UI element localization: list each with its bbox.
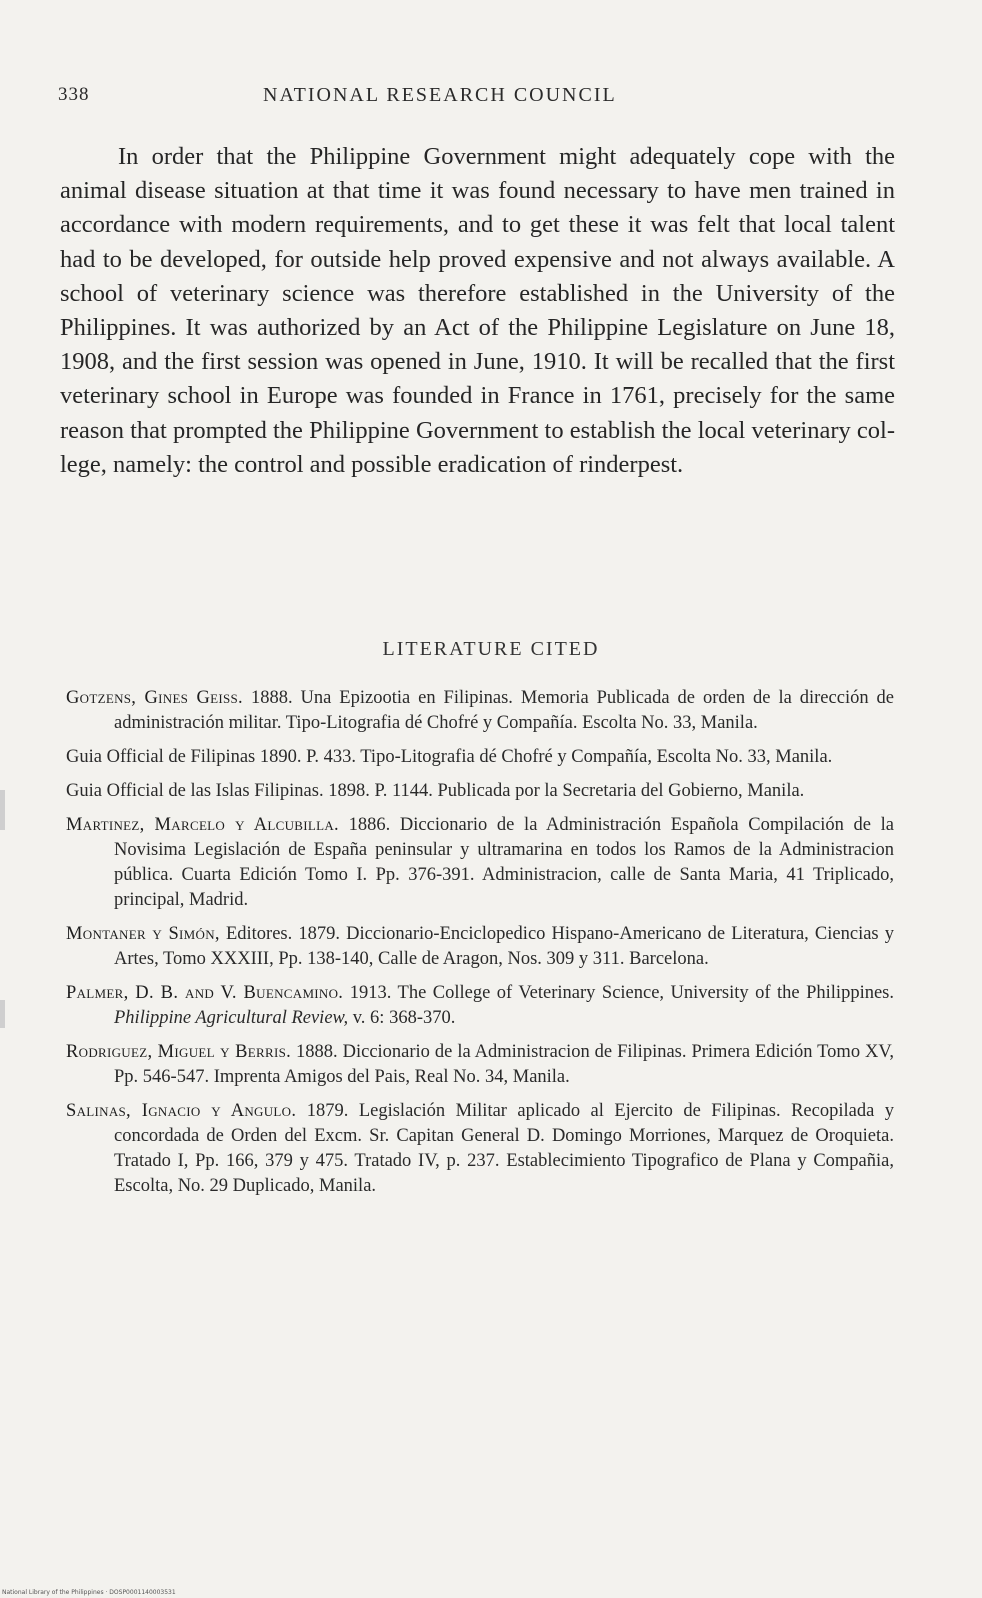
reference-item xyxy=(66,745,894,770)
reference-item xyxy=(66,1099,894,1199)
reference-author: Gotzens, Gines Geiss. xyxy=(66,688,243,708)
reference-text: Guia Official de Filipinas 1890. P. 433. Tipo-Litografia dé Chofré y Compañía, Escolta No. 33, Manila. xyxy=(66,747,833,767)
reference-text: 1888. Diccionario de la Administracion de Filipinas. Primera Edición Tomo XV, Pp. 546-547. Imprenta Amigos del Pais, Real No. 34, Manila. xyxy=(114,1042,894,1087)
reference-author: Martinez, Marcelo y Alcubilla. xyxy=(66,815,339,835)
reference-text: 1879. Legislación Militar aplicado al Ejercito de Filipinas. Recopilada y concordada de Orden del Excm. Sr. Capitan General D. Domingo Morriones, Marquez de Oroquieta. Tratado I, Pp. 166, 379 y 475. Tratado IV, p. 237. Establecimiento Tipografico de Plana y Compañia, Escolta, No. 29 Duplicado, Manila. xyxy=(114,1101,894,1196)
reference-text: Editores. 1879. Diccionario-Enciclopedico Hispano-Americano de Literatura, Ciencias y Artes, Tomo XXXIII, Pp. 138-140, Calle de Aragon, Nos. 309 y 311. Barcelona. xyxy=(114,924,894,969)
reference-author: Palmer, D. B. and V. Buencamino. xyxy=(66,983,344,1003)
page-header xyxy=(58,84,898,114)
running-head: NATIONAL RESEARCH COUNCIL xyxy=(263,84,617,106)
reference-author: Salinas, Ignacio y Angulo. xyxy=(66,1101,297,1121)
scan-footer-watermark: National Library of the Philippines · DOSP0001140003531 xyxy=(2,1589,176,1596)
reference-item xyxy=(66,1040,894,1090)
scan-artifact xyxy=(0,790,5,830)
section-heading: LITERATURE CITED xyxy=(382,638,600,660)
reference-author: Montaner y Simón, xyxy=(66,924,220,944)
reference-item xyxy=(66,922,894,972)
reference-journal: Philippine Agricultural Review, xyxy=(114,1008,349,1028)
reference-item xyxy=(66,686,894,736)
reference-text: 1913. The College of Veterinary Science, University of the Philippines. xyxy=(349,983,894,1003)
reference-text: 1888. Una Epizootia en Filipinas. Memoria Publicada de orden de la dirección de administración militar. Tipo-Litografia dé Chofré y Compañía. Escolta No. 33, Manila. xyxy=(114,688,894,733)
reference-list xyxy=(66,686,894,1208)
reference-author: Rodriguez, Miguel y Berris. xyxy=(66,1042,292,1062)
reference-text: Guia Official de las Islas Filipinas. 1898. P. 1144. Publicada por la Secretaria del Gobierno, Manila. xyxy=(66,781,805,801)
reference-tail: v. 6: 368-370. xyxy=(352,1008,456,1028)
page-number: 338 xyxy=(58,84,90,105)
reference-text: 1886. Diccionario de la Administración Española Compilación de la Novisima Legislación de España peninsular y ultramarina en todos los Ramos de la Administracion pública. Cuarta Edición Tomo I. Pp. 376-391. Administracion, calle de Santa Maria, 41 Triplicado, principal, Madrid. xyxy=(114,815,895,910)
scan-artifact xyxy=(0,1000,5,1028)
body-paragraph: In order that the Philippine Government might adequately cope with the animal disease situation at that time it was found necessary to have men trained in accordance with modern requirements, and to get these it was felt that local talent had to be developed, for outside help proved expensive and not always available. A school of veterinary science was therefore established in the University of the Philippines. It was authorized by an Act of the Philippine Legislature on June 18, 1908, and the first session was opened in June, 1910. It will be recalled that the first veterinary school in Europe was founded in France in 1761, precisely for the same reason that prompted the Philippine Government to establish the local veterinary college, namely: the control and possible eradication of rinderpest. xyxy=(60,143,895,478)
reference-item xyxy=(66,813,894,913)
reference-item xyxy=(66,779,894,804)
reference-item xyxy=(66,981,894,1031)
